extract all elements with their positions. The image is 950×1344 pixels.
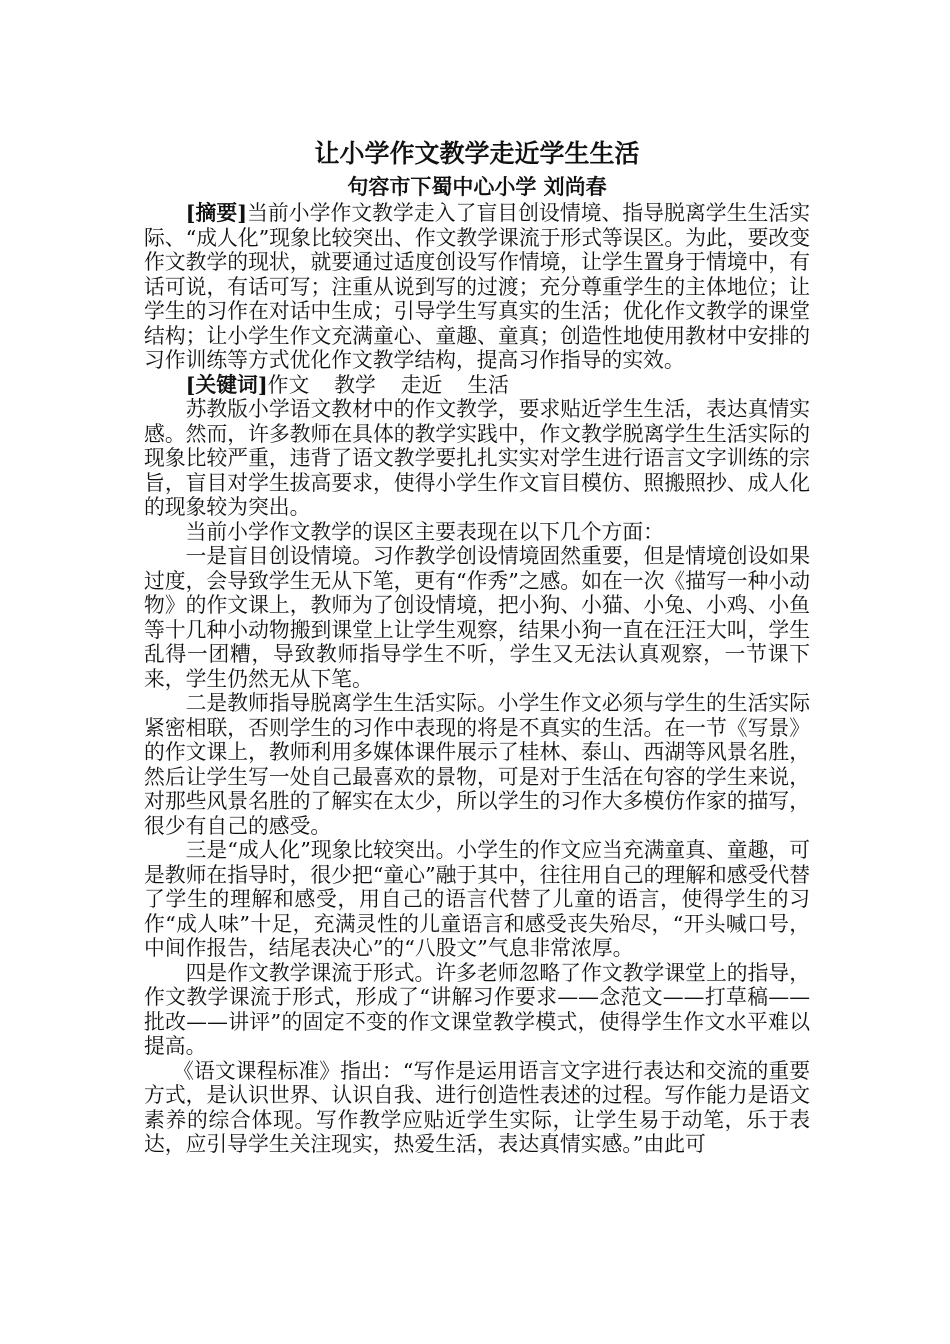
document-title: 让小学作文教学走近学生生活: [314, 139, 640, 168]
body-paragraph: 当前小学作文教学的误区主要表现在以下几个方面：: [185, 519, 664, 544]
body-paragraph: 三是“成人化”现象比较突出。小学生的作文应当充满童真、童趣，可是教师在指导时，很少把“童心”融于其中，往往用自己的理解和感受代替了学生的理解和感受，用自己的语言代替了儿童的语言，使得学生的习作“成人味”十足，充满灵性的儿童语言和感受丧失殆尽，“开头喊口号，中间作报告，结尾表决心”的“八股文”气息非常浓厚。: [144, 838, 810, 960]
keyword: 走近: [400, 372, 443, 397]
keywords-label: [关键词]: [185, 371, 268, 397]
keyword: 生活: [467, 372, 509, 397]
abstract-paragraph: [144, 201, 810, 373]
abstract-label: [摘要]: [185, 200, 248, 225]
body-paragraph: 四是作文教学课流于形式。许多老师忽略了作文教学课堂上的指导，作文教学课流于形式，形成了“讲解习作要求——念范文——打草稿——批改——讲评”的固定不变的作文课堂教学模式，使得学生作文水平难以提高。: [144, 960, 810, 1058]
author-line: 句容市下蜀中心小学 刘尚春: [347, 175, 607, 199]
body-paragraph: 《语文课程标准》指出：“写作是运用语言文字进行表达和交流的重要方式，是认识世界、认识自我、进行创造性表述的过程。写作能力是语文素养的综合体现。写作教学应贴近学生实际，让学生易于动笔，乐于表达，应引导学生关注现实，热爱生活，表达真情实感。”由此可: [144, 1058, 810, 1156]
keyword: 作文: [267, 372, 310, 397]
body-paragraph: 一是盲目创设情境。习作教学创设情境固然重要，但是情境创设如果过度，会导致学生无从下笔，更有“作秀”之感。如在一次《描写一种小动物》的作文课上，教师为了创设情境，把小狗、小猫、小兔、小鸡、小鱼等十几种小动物搬到课堂上让学生观察，结果小狗一直在汪汪大叫，学生乱得一团糟，导致教师指导学生不听，学生又无法认真观察，一节课下来，学生仍然无从下笔。: [144, 544, 810, 691]
keywords-paragraph: [144, 373, 810, 398]
body-paragraph: 苏教版小学语文教材中的作文教学，要求贴近学生生活，表达真情实感。然而，许多教师在具体的教学实践中，作文教学脱离学生生活实际的现象比较严重，违背了语文教学要扎扎实实对学生进行语言文字训练的宗旨，盲目对学生拔高要求，使得小学生作文盲目模仿、照搬照抄、成人化的现象较为突出。: [144, 397, 810, 519]
keyword: 教学: [334, 372, 376, 397]
body-paragraph: 二是教师指导脱离学生生活实际。小学生作文必须与学生的生活实际紧密相联，否则学生的习作中表现的将是不真实的生活。在一节《写景》的作文课上，教师利用多媒体课件展示了桂林、泰山、西湖等风景名胜，然后让学生写一处自己最喜欢的景物，可是对于生活在句容的学生来说，对那些风景名胜的了解实在太少，所以学生的习作大多模仿作家的描写，很少有自己的感受。: [144, 691, 810, 838]
abstract-text: 当前小学作文教学走入了盲目创设情境、指导脱离学生生活实际、“成人化”现象比较突出、作文教学课流于形式等误区。为此，要改变作文教学的现状，就要通过适度创设写作情境，让学生置身于情境中，有话可说，有话可写；注重从说到写的过渡；充分尊重学生的主体地位；让学生的习作在对话中生成；引导学生写真实的生活；优化作文教学的课堂结构；让小学生作文充满童心、童趣、童真；创造性地使用教材中安排的习作训练等方式优化作文教学结构，提高习作指导的实效。: [144, 201, 810, 372]
document-page: [144, 128, 810, 1157]
